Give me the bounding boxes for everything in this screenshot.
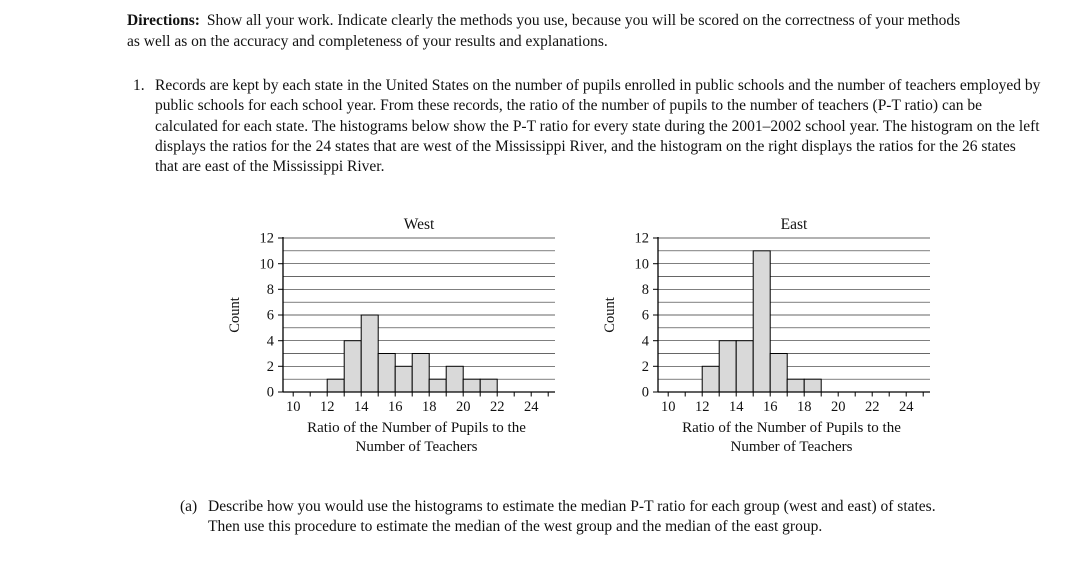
svg-text:10: 10 <box>634 256 649 273</box>
svg-text:4: 4 <box>266 333 274 350</box>
svg-text:8: 8 <box>641 282 649 298</box>
east-x-axis-caption <box>600 419 935 457</box>
part-a-label: (a) <box>180 498 198 515</box>
svg-text:16: 16 <box>762 399 778 415</box>
svg-text:6: 6 <box>266 307 274 324</box>
svg-text:Count: Count <box>227 297 243 333</box>
svg-text:24: 24 <box>898 399 914 415</box>
part-a-text: Describe how you would use the histograms to estimate the median P-T ratio for each group (west and east) of states. Then use this procedure to estimate the median of the west group and the median of the east group. <box>208 498 936 536</box>
svg-text:18: 18 <box>796 399 812 415</box>
svg-text:Count: Count <box>602 297 618 333</box>
svg-text:22: 22 <box>864 399 880 415</box>
svg-text:10: 10 <box>660 399 676 415</box>
svg-text:18: 18 <box>421 399 437 415</box>
west-histogram-plot <box>225 216 560 418</box>
directions-label: Directions: <box>127 12 200 29</box>
west-x-axis-caption-text: Ratio of the Number of Pupils to the Number of Teachers <box>307 420 526 455</box>
question-1 <box>133 76 1041 177</box>
svg-text:6: 6 <box>641 307 649 324</box>
svg-text:East: East <box>780 216 808 233</box>
east-x-axis-caption-text: Ratio of the Number of Pupils to the Number of Teachers <box>682 420 901 455</box>
svg-text:12: 12 <box>259 230 274 247</box>
histograms-row <box>225 216 935 457</box>
west-x-axis-caption <box>225 419 560 457</box>
svg-text:8: 8 <box>266 282 274 298</box>
svg-text:16: 16 <box>387 399 403 415</box>
svg-text:4: 4 <box>641 333 649 350</box>
svg-text:10: 10 <box>285 399 301 415</box>
east-histogram-plot <box>600 216 935 418</box>
svg-text:14: 14 <box>728 399 744 415</box>
svg-text:22: 22 <box>489 399 505 415</box>
histogram-west <box>225 216 560 457</box>
svg-text:20: 20 <box>830 399 846 415</box>
directions-text: Show all your work. Indicate clearly the methods you use, because you will be scored on the correctness of your methods as well as on the accuracy and completeness of your results and explanations. <box>127 12 961 50</box>
histogram-east <box>600 216 935 457</box>
svg-text:0: 0 <box>266 384 274 401</box>
svg-text:0: 0 <box>641 384 649 401</box>
svg-text:2: 2 <box>266 359 274 375</box>
svg-text:24: 24 <box>523 399 539 415</box>
directions-paragraph <box>127 11 967 52</box>
svg-text:West: West <box>403 216 435 233</box>
svg-text:12: 12 <box>634 230 649 247</box>
question-number: 1. <box>133 77 145 94</box>
svg-text:2: 2 <box>641 359 649 375</box>
svg-text:12: 12 <box>319 399 335 415</box>
svg-text:14: 14 <box>353 399 369 415</box>
svg-text:20: 20 <box>455 399 471 415</box>
svg-text:10: 10 <box>259 256 274 273</box>
svg-text:12: 12 <box>694 399 710 415</box>
question-text: Records are kept by each state in the United States on the number of pupils enrolled in public schools and the number of teachers employed by public schools for each school year. From these records, the ratio of the number of pupils to the number of teachers (P-T ratio) can be calculated for each state. The histograms below show the P-T ratio for every state during the 2001–2002 school year. The histogram on the left displays the ratios for the 24 states that are west of the Mississippi River, and the histogram on the right displays the ratios for the 26 states that are east of the Mississippi River. <box>155 77 1041 176</box>
part-a <box>180 497 962 538</box>
